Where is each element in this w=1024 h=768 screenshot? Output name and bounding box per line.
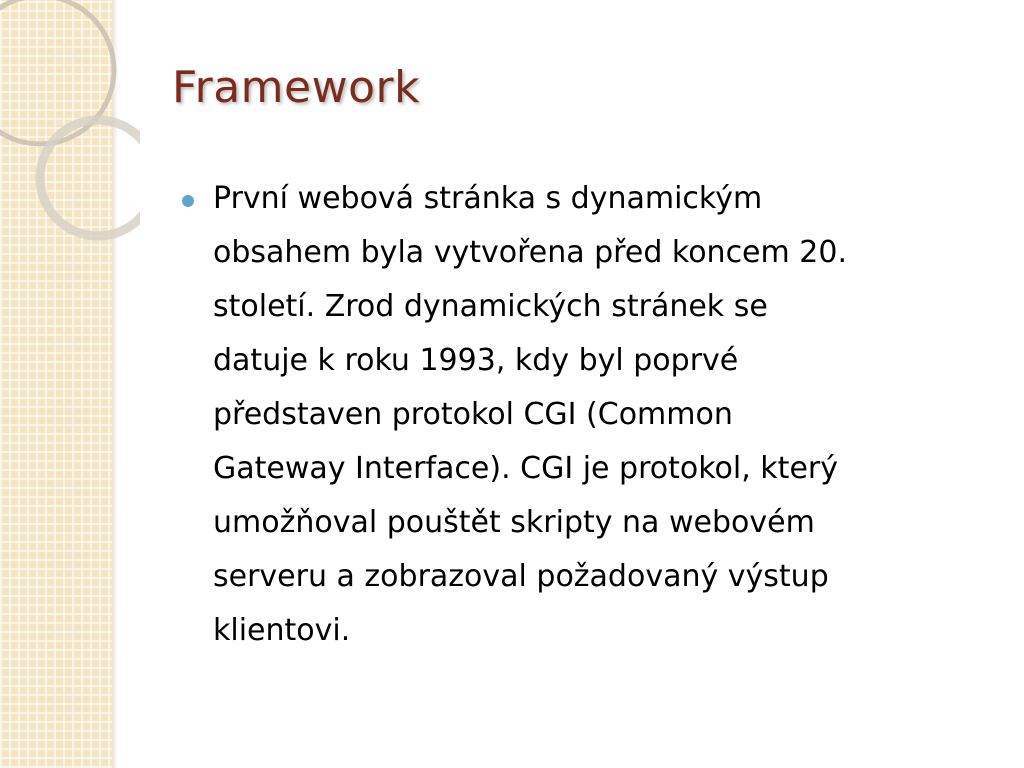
slide-title: Framework bbox=[172, 62, 421, 113]
bullet-text-line: představen protokol CGI (Common bbox=[213, 397, 733, 432]
slide-content bbox=[182, 172, 982, 658]
decorative-rings bbox=[0, 0, 140, 260]
decorative-ring-small bbox=[40, 120, 140, 236]
bullet-text-line: klientovi. bbox=[213, 613, 351, 648]
bullet-text-line: obsahem byla vytvořena před koncem 20. bbox=[213, 235, 847, 270]
bullet-text-line: datuje k roku 1993, kdy byl poprvé bbox=[213, 343, 739, 378]
bullet-text-line: umožňoval pouštět skripty na webovém bbox=[213, 505, 815, 540]
bullet-item bbox=[182, 172, 982, 658]
bullet-text-line: století. Zrod dynamických stránek se bbox=[213, 289, 768, 324]
bullet-text-line: Gateway Interface). CGI je protokol, který bbox=[213, 451, 838, 486]
bullet-text-line: serveru a zobrazoval požadovaný výstup bbox=[213, 559, 829, 594]
bullet-text-line: První webová stránka s dynamickým bbox=[213, 181, 763, 216]
bullet-dot-icon bbox=[182, 195, 194, 207]
